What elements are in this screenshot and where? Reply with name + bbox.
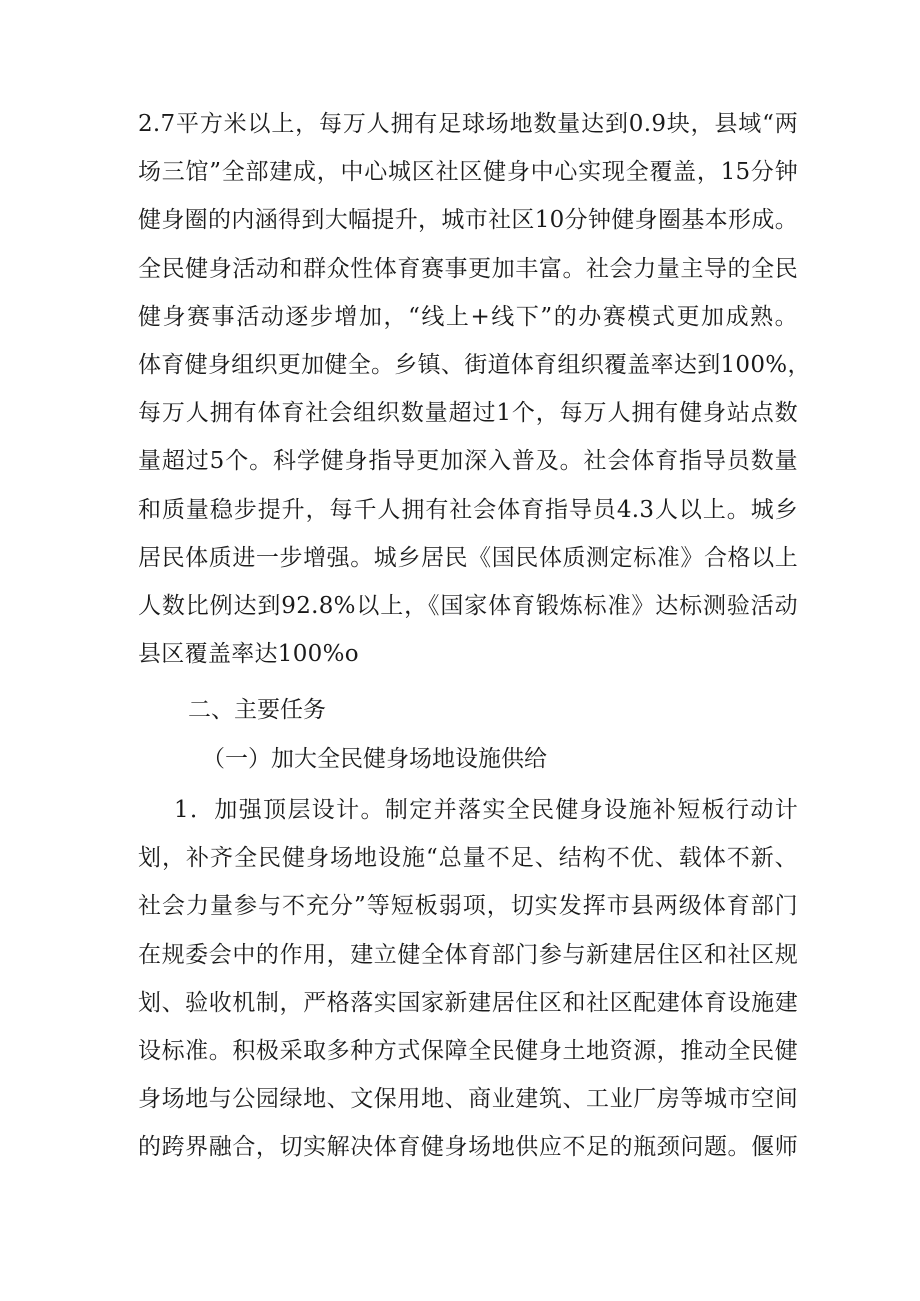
text-line: 人数比例达到92.8%以上，《国家体育锻炼标准》达标测验活动 — [138, 592, 798, 619]
section-heading-main-tasks: 二、主要任务 — [188, 697, 326, 723]
text-line: 全民健身活动和群众性体育赛事更加丰富。社会力量主导的全民 — [138, 255, 798, 282]
text-line: 健身赛事活动逐步增加，“线上+线下”的办赛模式更加成熟。 — [138, 303, 798, 330]
text-line: 2.7平方米以上，每万人拥有足球场地数量达到0.9块，县域“两 — [138, 111, 798, 137]
text-line: 每万人拥有体育社会组织数量超过1个，每万人拥有健身站点数 — [138, 400, 798, 427]
text-line: 的跨界融合，切实解决体育健身场地供应不足的瓶颈问题。偃师 — [138, 1134, 798, 1161]
text-line: 设标准。积极采取多种方式保障全民健身土地资源，推动全民健 — [138, 1037, 798, 1064]
text-line: 县区覆盖率达100%o — [138, 641, 359, 668]
text-line: 健身圈的内涵得到大幅提升，城市社区10分钟健身圈基本形成。 — [138, 207, 798, 234]
text-line: 体育健身组织更加健全。乡镇、街道体育组织覆盖率达到100%， — [138, 351, 811, 378]
text-line: 量超过5个。科学健身指导更加深入普及。社会体育指导员数量 — [138, 448, 798, 475]
paragraph-development-goals — [138, 100, 811, 678]
text-line: 场三馆”全部建成，中心城区社区健身中心实现全覆盖，15分钟 — [138, 159, 798, 186]
text-line: 身场地与公园绿地、文保用地、商业建筑、工业厂房等城市空间 — [138, 1086, 798, 1113]
text-line: 1．加强顶层设计。制定并落实全民健身设施补短板行动计 — [174, 797, 798, 823]
text-line: 划、验收机制，严格落实国家新建居住区和社区配建体育设施建 — [138, 989, 798, 1016]
text-line: 社会力量参与不充分”等短板弱项，切实发挥市县两级体育部门 — [138, 893, 798, 920]
text-line: 居民体质进一步增强。城乡居民《国民体质测定标准》合格以上 — [138, 544, 798, 571]
text-line: 划，补齐全民健身场地设施“总量不足、结构不优、载体不新、 — [138, 845, 798, 872]
paragraph-task-top-level-design — [138, 786, 798, 1172]
subsection-heading-facility-supply: （一）加大全民健身场地设施供给 — [202, 746, 547, 772]
text-line: 和质量稳步提升，每千人拥有社会体育指导员4.3人以上。城乡 — [138, 496, 798, 523]
text-line: 在规委会中的作用，建立健全体育部门参与新建居住区和社区规 — [138, 941, 798, 968]
